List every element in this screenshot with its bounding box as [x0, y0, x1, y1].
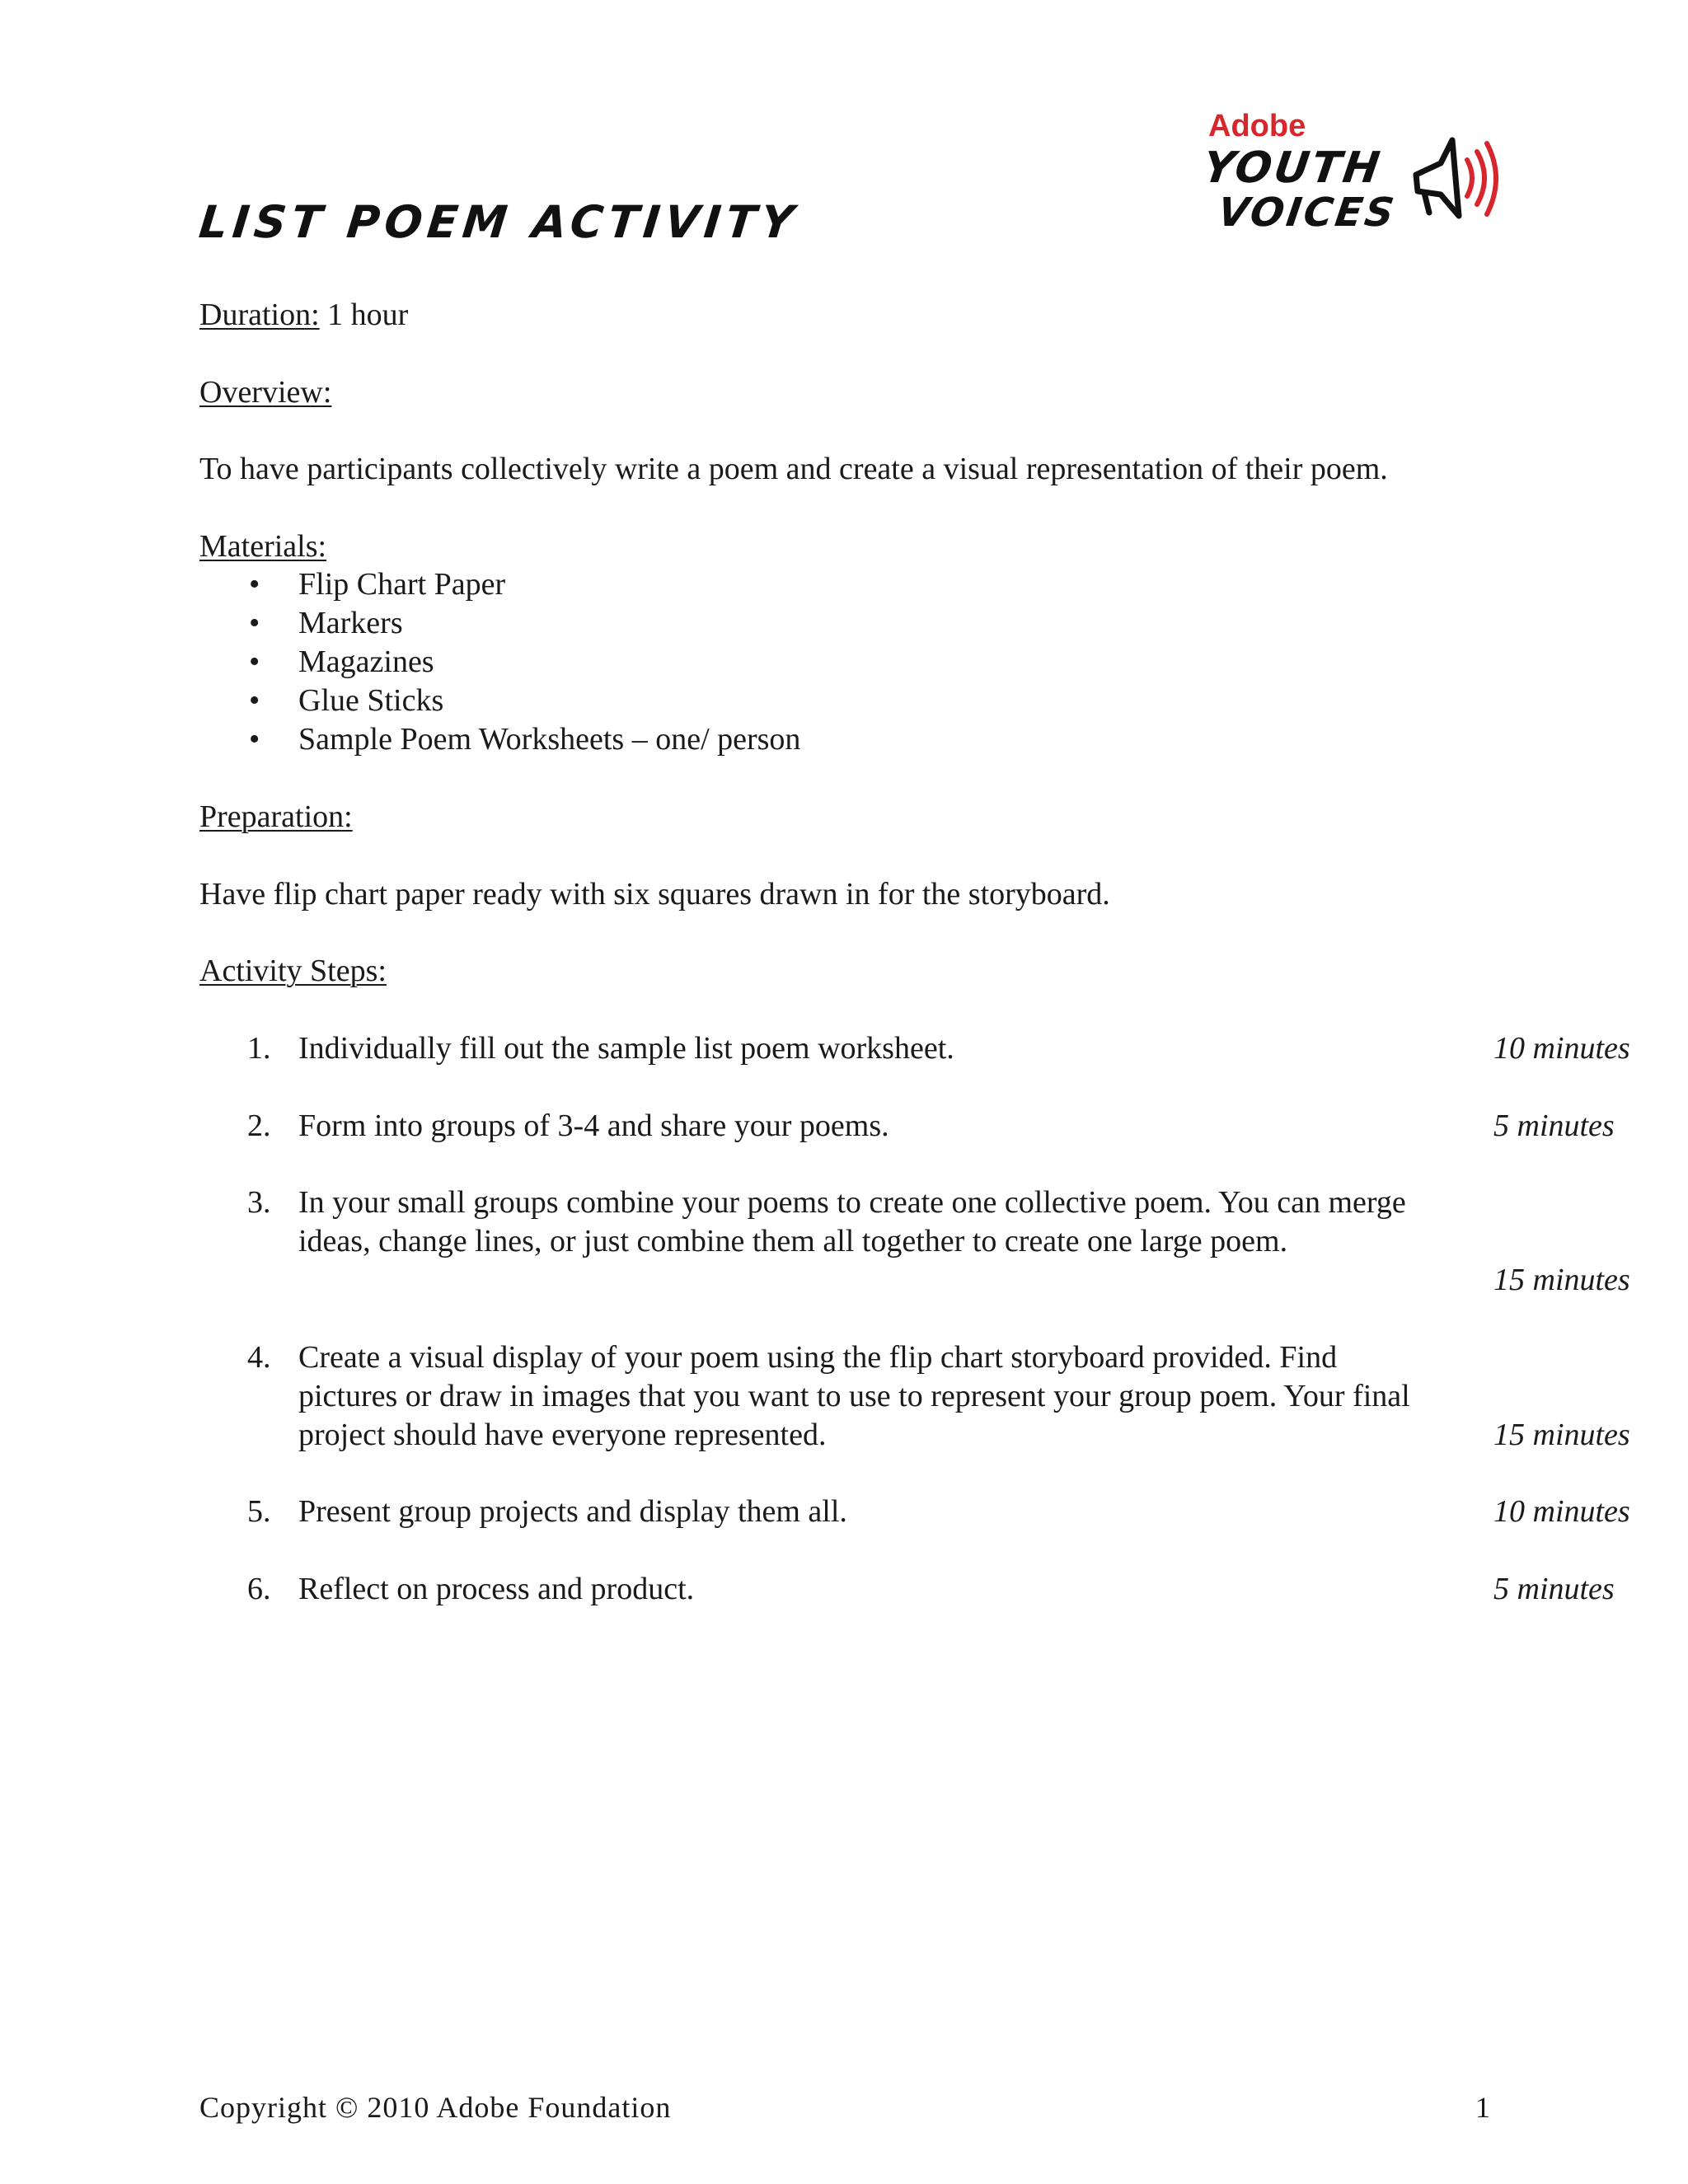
footer-copyright: Copyright © 2010 Adobe Foundation — [199, 2091, 672, 2124]
logo-brand: Adobe — [1208, 109, 1306, 143]
material-item: Sample Poem Worksheets – one/ person — [298, 722, 801, 757]
megaphone-icon — [1401, 124, 1500, 239]
step-line: Create a visual display of your poem using the flip chart storyboard provided. Find — [298, 1340, 1338, 1375]
bullet-icon: • — [249, 722, 260, 757]
step-line: Individually fill out the sample list poem worksheet. — [298, 1031, 954, 1066]
step-text — [298, 1570, 1518, 1609]
step-text — [298, 1029, 1518, 1068]
step-duration: 10 minutes — [1493, 1031, 1630, 1066]
bullet-icon: • — [249, 567, 260, 602]
logo-line-2: VOICES — [1215, 190, 1400, 236]
step-number: 2. — [247, 1108, 271, 1143]
preparation-text: Have flip chart paper ready with six squares drawn in for the storyboard. — [199, 877, 1110, 912]
step-line: Reflect on process and product. — [298, 1572, 695, 1606]
step-number: 6. — [247, 1572, 271, 1606]
preparation-heading: Preparation: — [199, 799, 353, 834]
list-item — [199, 604, 800, 643]
adobe-youth-voices-logo — [1195, 107, 1508, 247]
list-item — [199, 682, 800, 720]
page-number: 1 — [1475, 2091, 1490, 2124]
material-item: Glue Sticks — [298, 683, 444, 718]
step-text — [298, 1493, 1518, 1531]
step-number: 4. — [247, 1340, 271, 1375]
step-duration: 5 minutes — [1493, 1108, 1615, 1143]
step-number: 3. — [247, 1185, 271, 1220]
page-title: LIST POEM ACTIVITY — [196, 196, 801, 248]
overview-text: To have participants collectively write a poem and create a visual representation of their poem. — [199, 452, 1388, 486]
step-text — [298, 1183, 1518, 1261]
list-item — [199, 565, 800, 604]
materials-heading: Materials: — [199, 529, 327, 564]
logo-line-1: YOUTH — [1199, 143, 1386, 193]
bullet-icon: • — [249, 644, 260, 679]
step-number: 5. — [247, 1494, 271, 1529]
step-line: Present group projects and display them all. — [298, 1494, 847, 1529]
step-duration: 10 minutes — [1493, 1494, 1630, 1529]
step-line: ideas, change lines, or just combine them all together to create one large poem. — [298, 1224, 1288, 1258]
step-line: Form into groups of 3-4 and share your poems. — [298, 1108, 889, 1143]
step-text — [298, 1338, 1518, 1455]
duration-label: Duration: — [199, 298, 320, 332]
bullet-icon: • — [249, 606, 260, 640]
bullet-icon: • — [249, 683, 260, 718]
step-line: In your small groups combine your poems to create one collective poem. You can merge — [298, 1185, 1406, 1220]
overview-heading: Overview: — [199, 375, 332, 410]
step-duration: 15 minutes — [1493, 1263, 1630, 1297]
material-item: Markers — [298, 606, 403, 640]
duration-line — [199, 296, 408, 335]
step-line: project should have everyone represented. — [298, 1418, 827, 1452]
material-item: Magazines — [298, 644, 434, 679]
list-item — [199, 720, 800, 759]
list-item — [199, 643, 800, 682]
step-duration: 15 minutes — [1493, 1418, 1630, 1452]
step-duration: 5 minutes — [1493, 1572, 1615, 1606]
materials-list — [199, 565, 800, 759]
step-text — [298, 1107, 1518, 1146]
step-line: pictures or draw in images that you want to use to represent your group poem. Your final — [298, 1379, 1410, 1413]
duration-value: 1 hour — [327, 298, 409, 332]
material-item: Flip Chart Paper — [298, 567, 506, 602]
step-number: 1. — [247, 1031, 271, 1066]
activity-heading: Activity Steps: — [199, 954, 387, 988]
